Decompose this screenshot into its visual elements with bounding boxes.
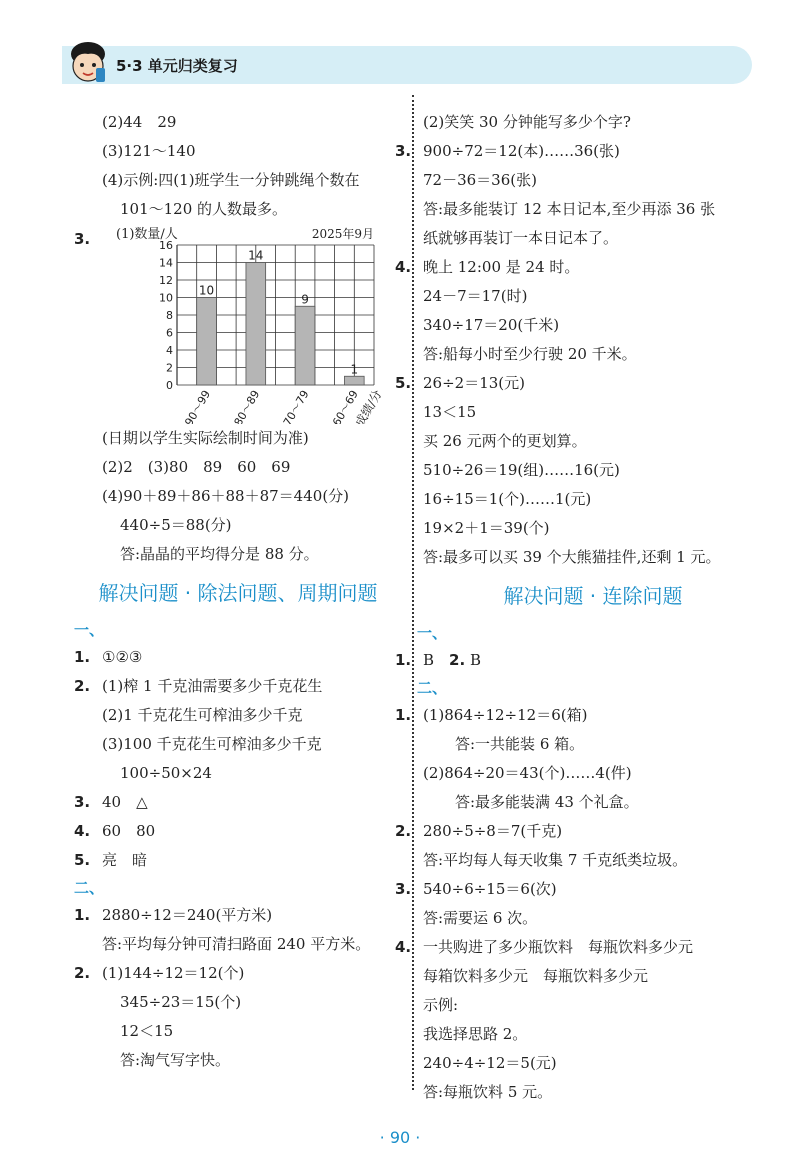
text-line: 答:晶晶的平均得分是 88 分。 bbox=[120, 545, 319, 563]
question-number: 2. bbox=[449, 651, 466, 669]
question-number: 3. bbox=[395, 142, 412, 160]
bar-value-label: 14 bbox=[248, 248, 264, 263]
y-tick-label: 12 bbox=[159, 274, 173, 287]
answer-text: 540÷6÷15＝6(次) bbox=[423, 880, 557, 898]
column-divider bbox=[412, 95, 414, 1090]
answer-text: 40 △ bbox=[102, 793, 148, 811]
answer-text: 亮 暗 bbox=[102, 851, 148, 869]
header-title: 5·3 单元归类复习 bbox=[116, 57, 238, 75]
bar-chart-container bbox=[74, 224, 402, 424]
bar bbox=[295, 306, 315, 385]
answer-text: ①②③ bbox=[102, 648, 143, 666]
bar-value-label: 1 bbox=[350, 362, 359, 377]
text-line: 72－36＝36(张) bbox=[423, 171, 537, 189]
part-label: 二、 bbox=[417, 679, 448, 697]
text-line: 答:平均每人每天收集 7 千克纸类垃圾。 bbox=[423, 851, 688, 869]
bar-chart bbox=[102, 224, 402, 424]
y-tick-label: 14 bbox=[159, 256, 173, 270]
x-tick-label: 90～99 bbox=[182, 388, 214, 424]
bar bbox=[344, 376, 364, 385]
text-line: 440÷5＝88(分) bbox=[120, 516, 232, 534]
answer-text: B bbox=[469, 651, 481, 669]
answer-text: 26÷2＝13(元) bbox=[423, 374, 525, 392]
text-line: 16÷15＝1(个)……1(元) bbox=[423, 490, 592, 508]
x-tick-label: 80～89 bbox=[231, 388, 263, 424]
question-number: 4. bbox=[395, 258, 412, 276]
text-line: (2)864÷20＝43(个)……4(件) bbox=[423, 764, 632, 782]
text-line: 答:一共能装 6 箱。 bbox=[455, 735, 585, 753]
answer-text: 2880÷12＝240(平方米) bbox=[102, 906, 273, 924]
text-line: (4)示例:四(1)班学生一分钟跳绳个数在 bbox=[102, 171, 360, 189]
answer-text: 280÷5÷8＝7(千克) bbox=[423, 822, 563, 840]
text-line: 19×2＋1＝39(个) bbox=[423, 519, 550, 537]
y-tick-label: 10 bbox=[159, 291, 173, 305]
question-number: 5. bbox=[74, 851, 91, 869]
text-line: (3)121～140 bbox=[102, 142, 196, 160]
text-line: 答:最多能装满 43 个礼盒。 bbox=[455, 793, 639, 811]
text-line: 纸就够再装订一本日记本了。 bbox=[423, 229, 619, 247]
part-label: 一、 bbox=[74, 621, 105, 639]
text-line: 13＜15 bbox=[423, 403, 477, 421]
text-line: 24－7＝17(时) bbox=[423, 287, 528, 305]
left-column bbox=[74, 108, 402, 1075]
text-line: 示例: bbox=[423, 996, 459, 1014]
text-line: (2)1 千克花生可榨油多少千克 bbox=[102, 706, 303, 724]
question-number: 3. bbox=[74, 230, 91, 248]
answer-text: 一共购进了多少瓶饮料 每瓶饮料多少元 bbox=[423, 938, 694, 956]
y-tick-label: 2 bbox=[166, 361, 173, 375]
text-line: 答:最多能装订 12 本日记本,至少再添 36 张 bbox=[423, 200, 716, 218]
text-line: 答:船每小时至少行驶 20 千米。 bbox=[423, 345, 637, 363]
question-number: 3. bbox=[74, 793, 91, 811]
question-number: 1. bbox=[74, 648, 91, 666]
answer-text: (1)864÷12÷12＝6(箱) bbox=[423, 706, 588, 724]
y-tick-label: 8 bbox=[166, 309, 173, 322]
text-line: 240÷4÷12＝5(元) bbox=[423, 1054, 557, 1072]
section-title: 解决问题 · 连除问题 bbox=[503, 584, 683, 608]
page-number: · 90 · bbox=[379, 1128, 421, 1147]
question-number: 4. bbox=[74, 822, 91, 840]
text-line: 12＜15 bbox=[120, 1022, 174, 1040]
bar-value-label: 9 bbox=[301, 292, 309, 307]
bar bbox=[197, 298, 217, 386]
text-line: 510÷26＝19(组)……16(元) bbox=[423, 461, 620, 479]
question-number: 4. bbox=[395, 938, 412, 956]
text-line: (2)44 29 bbox=[102, 113, 177, 131]
text-line: (2)2 (3)80 89 60 69 bbox=[102, 458, 291, 476]
text-line: 答:每瓶饮料 5 元。 bbox=[423, 1083, 553, 1101]
question-number: 1. bbox=[74, 906, 91, 924]
right-column bbox=[395, 108, 763, 1107]
chart-title: 2025年9月 bbox=[311, 227, 374, 241]
text-line: 101～120 的人数最多。 bbox=[120, 200, 288, 218]
bar-value-label: 10 bbox=[198, 283, 215, 298]
text-line: 345÷23＝15(个) bbox=[120, 993, 242, 1011]
text-line: (4)90＋89＋86＋88＋87＝440(分) bbox=[102, 487, 350, 505]
question-number: 5. bbox=[395, 374, 412, 392]
chart-note: (日期以学生实际绘制时间为准) bbox=[102, 429, 309, 447]
question-number: 1. bbox=[395, 651, 412, 669]
part-label: 一、 bbox=[417, 624, 448, 642]
text-line: (3)100 千克花生可榨油多少千克 bbox=[102, 735, 322, 753]
question-number: 2. bbox=[74, 677, 91, 695]
text-line: 答:需要运 6 次。 bbox=[423, 909, 538, 927]
answer-text: (1)榨 1 千克油需要多少千克花生 bbox=[102, 677, 323, 695]
answer-text: 60 80 bbox=[102, 822, 156, 840]
y-tick-label: 16 bbox=[159, 239, 173, 252]
mascot-icon bbox=[66, 40, 110, 88]
y-tick-label: 6 bbox=[166, 326, 173, 340]
y-tick-label: 4 bbox=[166, 344, 173, 357]
text-line: 我选择思路 2。 bbox=[423, 1025, 528, 1043]
y-axis-label: (1)数量/人 bbox=[116, 227, 178, 242]
text-line: (2)笑笑 30 分钟能写多少个字? bbox=[423, 113, 631, 131]
answer-text: (1)144÷12＝12(个) bbox=[102, 964, 245, 982]
answer-text: B bbox=[423, 651, 450, 669]
question-number: 3. bbox=[395, 880, 412, 898]
question-number: 2. bbox=[74, 964, 91, 982]
answer-text: 900÷72＝12(本)……36(张) bbox=[423, 142, 620, 160]
text-line: 340÷17＝20(千米) bbox=[423, 316, 560, 334]
y-tick-label: 0 bbox=[166, 379, 173, 392]
text-line: 答:淘气写字快。 bbox=[120, 1051, 231, 1069]
text-line: 每箱饮料多少元 每瓶饮料多少元 bbox=[423, 967, 649, 985]
text-line: 答:平均每分钟可清扫路面 240 平方米。 bbox=[102, 935, 371, 953]
question-number: 2. bbox=[395, 822, 412, 840]
x-tick-label: 70～79 bbox=[280, 388, 312, 424]
question-number: 1. bbox=[395, 706, 412, 724]
x-tick-label: 60～69 bbox=[330, 388, 361, 424]
text-line: 答:最多可以买 39 个大熊猫挂件,还剩 1 元。 bbox=[423, 548, 721, 566]
text-line: 100÷50×24 bbox=[120, 764, 212, 782]
text-line: 买 26 元两个的更划算。 bbox=[423, 432, 587, 450]
x-axis-label: 成绩/分 bbox=[352, 387, 385, 424]
part-label: 二、 bbox=[74, 879, 105, 897]
answer-text: 晚上 12:00 是 24 时。 bbox=[423, 258, 580, 276]
bar bbox=[246, 263, 266, 386]
section-title: 解决问题 · 除法问题、周期问题 bbox=[98, 581, 378, 605]
